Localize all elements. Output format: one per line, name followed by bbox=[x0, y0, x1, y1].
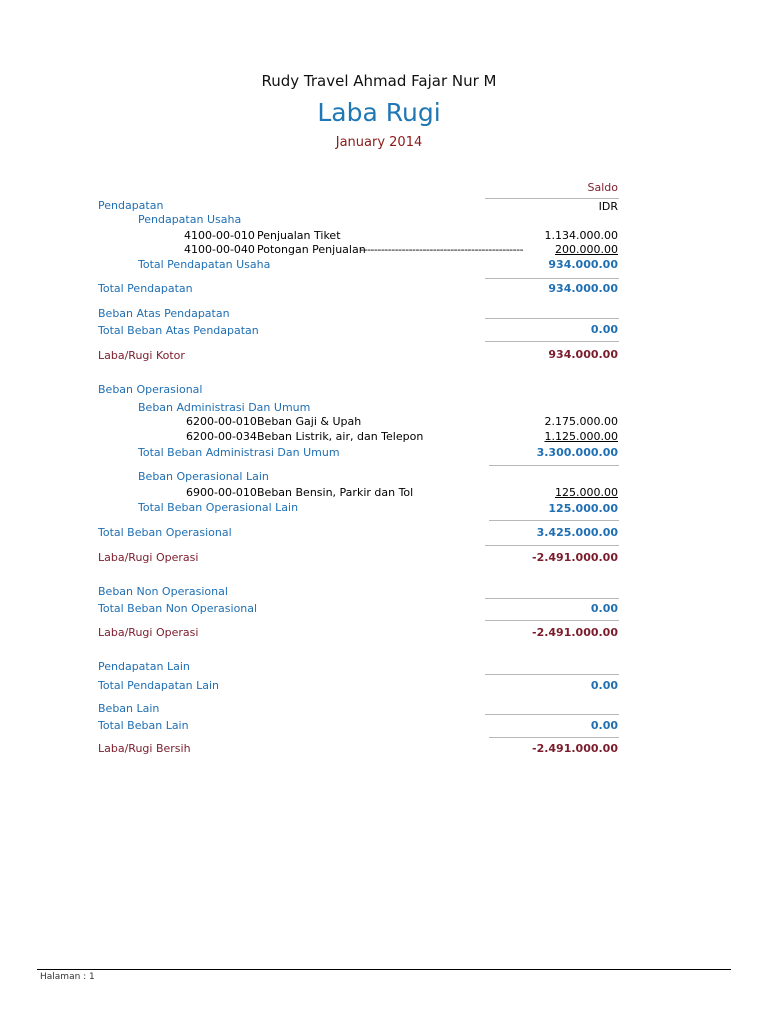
total-beban-lain-value: 0.00 bbox=[590, 719, 618, 732]
divider bbox=[489, 737, 619, 738]
account-amount: 1.134.000.00 bbox=[544, 229, 618, 242]
total-beban-atas-label: Total Beban Atas Pendapatan bbox=[98, 324, 259, 337]
divider bbox=[485, 278, 619, 279]
group-pendapatan-usaha: Pendapatan Usaha bbox=[138, 213, 242, 226]
section-beban-operasional: Beban Operasional bbox=[98, 383, 203, 396]
account-amount: 2.175.000.00 bbox=[544, 415, 618, 428]
total-beban-non-operasional-label: Total Beban Non Operasional bbox=[98, 602, 258, 615]
total-pendapatan-lain-value: 0.00 bbox=[590, 679, 618, 692]
laba-rugi-operasi-label: Laba/Rugi Operasi bbox=[98, 551, 199, 564]
total-beban-operasional-label: Total Beban Operasional bbox=[98, 526, 232, 539]
total-beban-administrasi-label: Total Beban Administrasi Dan Umum bbox=[138, 446, 340, 459]
page-number: Halaman : 1 bbox=[40, 972, 95, 982]
report-title: Laba Rugi bbox=[317, 98, 441, 127]
laba-rugi-operasi-value: -2.491.000.00 bbox=[532, 551, 618, 564]
account-code: 6200-00-034 bbox=[186, 430, 257, 443]
account-code: 6900-00-010 bbox=[186, 486, 257, 499]
report-period: January 2014 bbox=[335, 135, 423, 150]
total-pendapatan-label: Total Pendapatan bbox=[98, 282, 193, 295]
section-beban-lain: Beban Lain bbox=[98, 702, 160, 715]
total-pendapatan-usaha-label: Total Pendapatan Usaha bbox=[138, 258, 271, 271]
saldo-column-header: Saldo bbox=[587, 181, 618, 194]
total-pendapatan-usaha-value: 934.000.00 bbox=[548, 258, 618, 271]
total-beban-lain-label: Total Beban Lain bbox=[98, 719, 189, 732]
total-beban-operasional-value: 3.425.000.00 bbox=[536, 526, 618, 539]
total-pendapatan-value: 934.000.00 bbox=[548, 282, 618, 295]
account-amount: 125.000.00 bbox=[555, 486, 618, 499]
divider bbox=[485, 674, 619, 675]
account-name: Penjualan Tiket bbox=[257, 229, 341, 242]
divider bbox=[485, 598, 619, 599]
laba-rugi-kotor-label: Laba/Rugi Kotor bbox=[98, 349, 185, 362]
group-beban-administrasi: Beban Administrasi Dan Umum bbox=[138, 401, 311, 414]
laba-rugi-operasi-value: -2.491.000.00 bbox=[532, 626, 618, 639]
total-beban-administrasi-value: 3.300.000.00 bbox=[536, 446, 618, 459]
divider bbox=[489, 520, 619, 521]
divider bbox=[485, 620, 619, 621]
section-pendapatan-lain: Pendapatan Lain bbox=[98, 660, 190, 673]
group-beban-operasional-lain: Beban Operasional Lain bbox=[138, 470, 269, 483]
account-code: 4100-00-010 bbox=[184, 229, 255, 242]
laba-rugi-bersih-label: Laba/Rugi Bersih bbox=[98, 742, 191, 755]
account-name: Beban Gaji & Upah bbox=[257, 415, 362, 428]
account-code: 6200-00-010 bbox=[186, 415, 257, 428]
total-beban-atas-value: 0.00 bbox=[590, 323, 618, 336]
divider bbox=[489, 465, 619, 466]
account-amount: 1.125.000.00 bbox=[544, 430, 618, 443]
total-beban-non-operasional-value: 0.00 bbox=[590, 602, 618, 615]
laba-rugi-kotor-value: 934.000.00 bbox=[548, 348, 618, 361]
section-beban-non-operasional: Beban Non Operasional bbox=[98, 585, 228, 598]
divider bbox=[485, 318, 619, 319]
section-beban-atas-pendapatan: Beban Atas Pendapatan bbox=[98, 307, 230, 320]
account-amount: 200.000.00 bbox=[555, 243, 618, 256]
header-divider bbox=[485, 198, 619, 199]
total-beban-operasional-lain-value: 125.000.00 bbox=[548, 502, 618, 515]
total-beban-operasional-lain-label: Total Beban Operasional Lain bbox=[138, 501, 299, 514]
company-name: Rudy Travel Ahmad Fajar Nur M bbox=[261, 72, 497, 90]
account-name: Beban Listrik, air, dan Telepon bbox=[257, 430, 424, 443]
divider bbox=[485, 545, 619, 546]
account-name: Potongan Penjualan bbox=[257, 243, 366, 256]
account-code: 4100-00-040 bbox=[184, 243, 255, 256]
divider bbox=[485, 714, 619, 715]
account-name: Beban Bensin, Parkir dan Tol bbox=[257, 486, 414, 499]
dash-leader: ----------------------------------------------- bbox=[360, 243, 524, 256]
footer-rule bbox=[37, 969, 731, 970]
laba-rugi-bersih-value: -2.491.000.00 bbox=[532, 742, 618, 755]
total-pendapatan-lain-label: Total Pendapatan Lain bbox=[98, 679, 220, 692]
laba-rugi-operasi-label: Laba/Rugi Operasi bbox=[98, 626, 199, 639]
section-pendapatan: Pendapatan bbox=[98, 199, 164, 212]
divider bbox=[485, 341, 619, 342]
currency-label: IDR bbox=[598, 200, 618, 213]
